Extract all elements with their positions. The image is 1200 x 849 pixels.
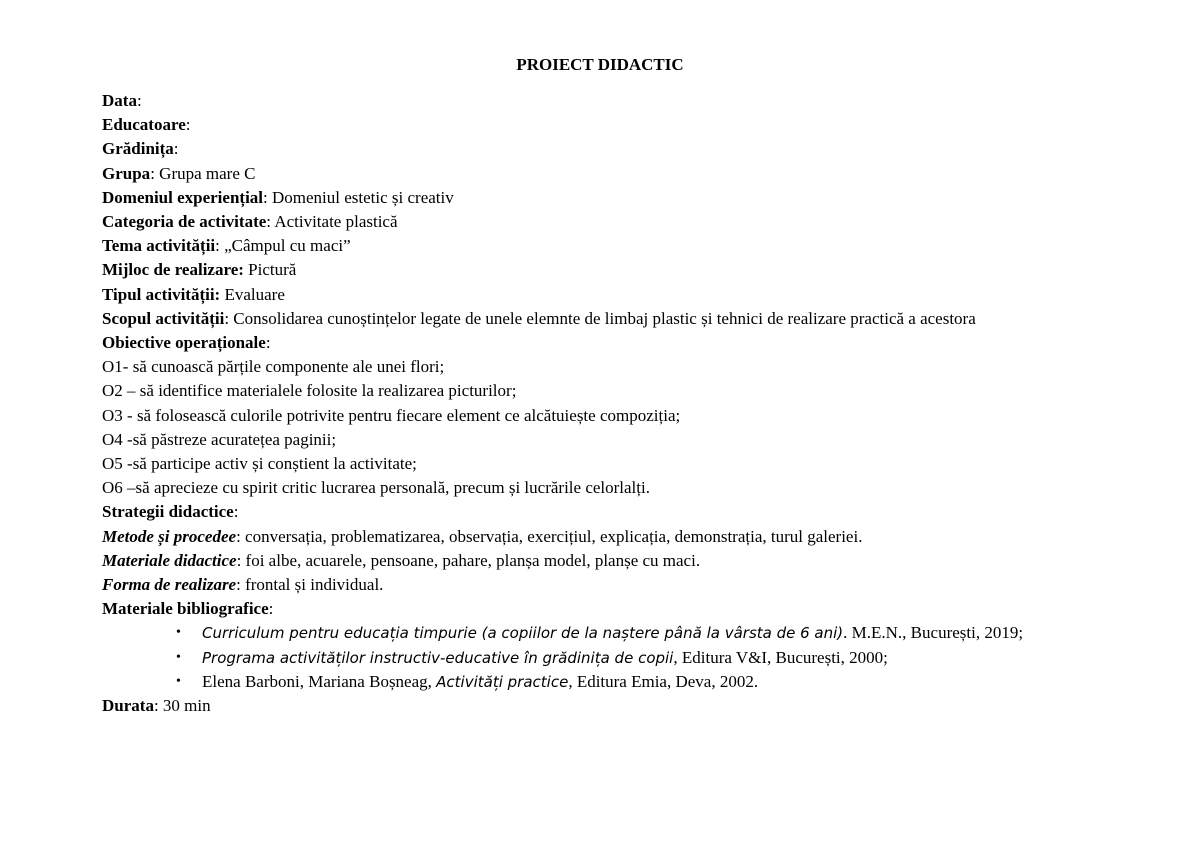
field-label: Forma de realizare xyxy=(102,575,237,595)
bibliography-list xyxy=(102,621,1062,694)
objectives-heading xyxy=(102,331,1062,355)
field-data xyxy=(102,89,1062,113)
section-label: Strategii didactice xyxy=(102,502,234,522)
field-separator: : xyxy=(268,599,274,619)
field-gradinita xyxy=(102,137,1062,161)
field-tipul xyxy=(102,283,1062,307)
objective-item: O5 -să participe activ și conștient la activitate; xyxy=(102,454,417,474)
bullet-icon: • xyxy=(176,625,181,641)
section-label: Materiale bibliografice xyxy=(102,599,269,619)
field-mijloc xyxy=(102,258,1062,282)
strategy-materiale xyxy=(102,549,1062,573)
bullet-icon: • xyxy=(176,673,181,689)
strategy-metode xyxy=(102,525,1062,549)
field-separator: : xyxy=(233,502,239,522)
field-grupa xyxy=(102,162,1062,186)
field-label: Tema activității xyxy=(102,236,216,256)
document-title: PROIECT DIDACTIC xyxy=(516,55,684,74)
bibliography-heading xyxy=(102,597,1062,621)
field-domeniul xyxy=(102,186,1062,210)
bib-text: , Editura Emia, Deva, 2002. xyxy=(568,671,759,691)
field-value: : Grupa mare C xyxy=(150,163,256,183)
bib-title: Programa activităților instructiv-educative în grădinița de copii xyxy=(202,648,674,667)
field-label: Tipul activității: xyxy=(102,284,221,304)
field-label: Categoria de activitate xyxy=(102,212,267,232)
bib-text: . M.E.N., București, 2019; xyxy=(843,623,1024,643)
objective-item: O3 - să folosească culorile potrivite pentru fiecare element ce alcătuiește compoziția; xyxy=(102,405,681,425)
field-label: Durata xyxy=(102,696,154,716)
field-separator: : xyxy=(173,139,179,159)
field-educatoare xyxy=(102,113,1062,137)
bibliography-item xyxy=(176,670,1062,694)
field-label: Materiale didactice xyxy=(102,550,237,570)
field-value: : Activitate plastică xyxy=(266,212,398,232)
field-label: Mijloc de realizare: xyxy=(102,260,244,280)
field-label: Domeniul experiențial xyxy=(102,187,264,207)
objective-item: O6 –să aprecieze cu spirit critic lucrarea personală, precum și lucrările celorlalți. xyxy=(102,478,650,498)
field-value: : Domeniul estetic și creativ xyxy=(263,187,454,207)
field-separator: : xyxy=(136,91,142,110)
objective-item: O1- să cunoască părțile componente ale unei flori; xyxy=(102,357,445,377)
field-categoria xyxy=(102,210,1062,234)
field-value: : conversația, problematizarea, observația, exercițiul, explicația, demonstrația, turul galeriei. xyxy=(236,526,863,546)
bibliography-item xyxy=(176,646,1062,670)
field-separator: : xyxy=(185,115,191,135)
field-label: Scopul activității xyxy=(102,308,225,328)
field-value: : foi albe, acuarele, pensoane, pahare, planșa model, planșe cu maci. xyxy=(236,550,701,570)
strategies-heading xyxy=(102,500,1062,524)
field-value: : frontal și individual. xyxy=(236,575,384,595)
field-separator: : xyxy=(265,333,271,353)
field-value: Pictură xyxy=(243,260,297,280)
field-value: Evaluare xyxy=(220,284,285,304)
field-label: Grădinița xyxy=(102,139,174,159)
field-label: Metode și procedee xyxy=(102,526,237,546)
field-value: : „Câmpul cu maci” xyxy=(215,236,351,256)
strategy-forma xyxy=(102,573,1062,597)
field-label: Grupa xyxy=(102,163,151,183)
bib-title: Activități practice xyxy=(436,672,569,691)
field-value: : 30 min xyxy=(153,696,211,716)
field-scopul xyxy=(102,307,1062,331)
field-label: Educatoare xyxy=(102,115,186,135)
document-body xyxy=(102,89,1062,718)
field-value: : Consolidarea cunoștințelor legate de unele elemnte de limbaj plastic și tehnici de realizare practică a acestora xyxy=(224,308,976,328)
bib-text: , Editura V&I, București, 2000; xyxy=(673,647,888,667)
objective-item: O2 – să identifice materialele folosite la realizarea picturilor; xyxy=(102,381,517,401)
bibliography-item xyxy=(176,621,1062,645)
section-label: Obiective operaționale xyxy=(102,333,266,353)
field-tema xyxy=(102,234,1062,258)
objective-item: O4 -să păstreze acuratețea paginii; xyxy=(102,429,337,449)
bib-text: Elena Barboni, Mariana Boșneag, xyxy=(202,671,437,691)
field-label: Data xyxy=(102,91,137,110)
bib-title: Curriculum pentru educația timpurie (a copiilor de la naștere până la vârsta de 6 ani) xyxy=(202,624,844,643)
field-durata xyxy=(102,694,1062,718)
bullet-icon: • xyxy=(176,649,181,665)
